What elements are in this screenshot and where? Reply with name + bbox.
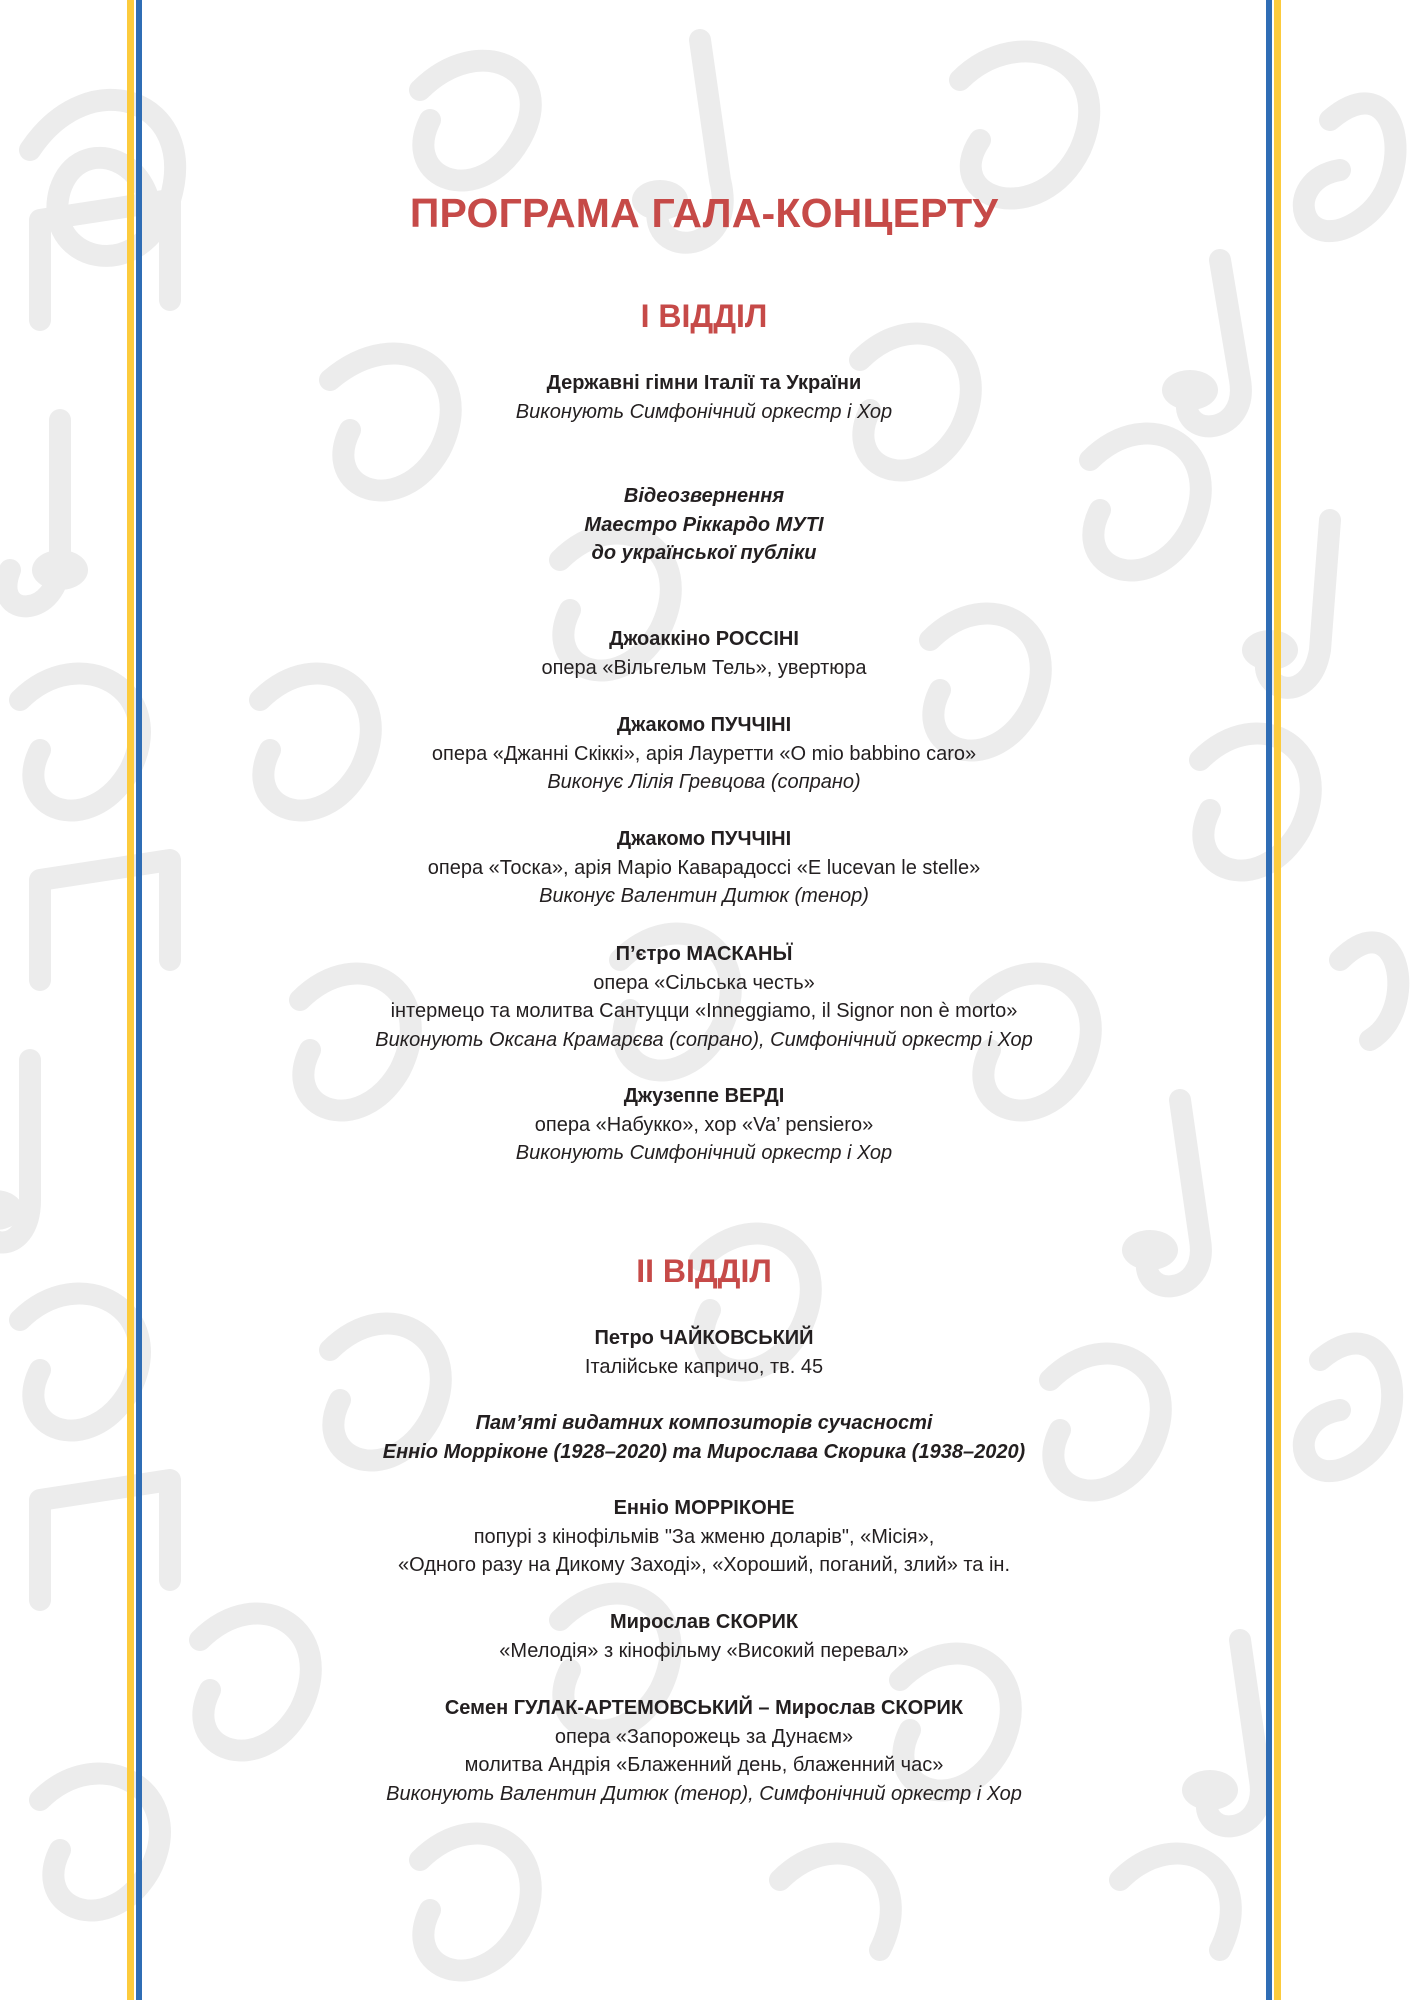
- right-yellow-stripe: [1274, 0, 1281, 2000]
- skoryk-block: [146, 1608, 1262, 1665]
- work-subtitle: молитва Андрія «Блаженний день, блаженний час»: [464, 1754, 944, 1776]
- left-blue-stripe: [136, 0, 142, 2000]
- rossini-block: [146, 625, 1262, 682]
- composer-name: Петро ЧАЙКОВСЬКИЙ: [594, 1327, 814, 1349]
- work-title: попурі з кінофільмів "За жменю доларів", «Місія»,: [473, 1525, 935, 1548]
- performers: Виконує Лілія Гревцова (сопрано): [547, 771, 861, 793]
- work-title: Італійське капричо, тв. 45: [584, 1355, 824, 1378]
- left-yellow-stripe: [127, 0, 134, 2000]
- puccini-schicchi-block: [146, 711, 1262, 797]
- anthems-title: Державні гімни Італії та України: [546, 372, 862, 394]
- composer-name: Джакомо ПУЧЧІНІ: [616, 714, 792, 736]
- page-title: ПРОГРАМА ГАЛА-КОНЦЕРТУ: [409, 190, 999, 236]
- composer-name: Мирослав СКОРИК: [609, 1611, 799, 1633]
- performers: Виконують Симфонічний оркестр і Хор: [515, 1142, 893, 1164]
- performers: Виконують Оксана Крамарєва (сопрано), Симфонічний оркестр і Хор: [375, 1028, 1033, 1051]
- work-title: опера «Набукко», хор «Va’ pensiero»: [534, 1113, 874, 1136]
- performers: Виконують Валентин Дитюк (тенор), Симфонічний оркестр і Хор: [386, 1782, 1022, 1805]
- work-title: опера «Запорожець за Дунаєм»: [554, 1725, 854, 1748]
- work-title: опера «Джанні Скіккі», арія Лауретти «O mio babbino caro»: [431, 742, 977, 765]
- work-title: опера «Тоска», арія Маріо Каварадоссі «E lucevan le stelle»: [427, 856, 981, 879]
- verdi-block: [146, 1082, 1262, 1168]
- work-subtitle: інтермецо та молитва Сантуцци «Inneggiamo, il Signor non è morto»: [390, 1000, 1018, 1022]
- gulak-skoryk-block: [146, 1694, 1262, 1808]
- anthems-block: [146, 369, 1262, 426]
- work-title: «Мелодія» з кінофільму «Високий перевал»: [499, 1639, 909, 1662]
- work-title: опера «Сільська честь»: [593, 971, 815, 994]
- composer-name: Джоаккіно РОССІНІ: [609, 628, 799, 650]
- program-sheet: [146, 0, 1262, 2000]
- memorial-block: [146, 1409, 1262, 1466]
- part-1-heading: І ВІДДІЛ: [640, 298, 768, 334]
- memorial-line-1: Пам’яті видатних композиторів сучасності: [475, 1412, 933, 1434]
- video-address-block: [146, 482, 1262, 568]
- video-address-line-1: Відеозвернення: [623, 485, 785, 507]
- performers: Виконує Валентин Дитюк (тенор): [539, 885, 869, 907]
- video-address-line-3: до української публіки: [591, 542, 817, 564]
- tchaikovsky-block: [146, 1324, 1262, 1381]
- composer-name: Джакомо ПУЧЧІНІ: [616, 828, 792, 850]
- composer-name: П’єтро МАСКАНЬЇ: [615, 943, 793, 965]
- composer-name: Джузеппе ВЕРДІ: [623, 1085, 785, 1107]
- mascagni-block: [146, 940, 1262, 1054]
- puccini-tosca-block: [146, 825, 1262, 911]
- composer-name: Енніо МОРРІКОНЕ: [613, 1497, 795, 1519]
- right-blue-stripe: [1266, 0, 1272, 2000]
- part-2-heading: ІІ ВІДДІЛ: [636, 1253, 772, 1289]
- memorial-line-2: Енніо Морріконе (1928–2020) та Мирослава Скорика (1938–2020): [382, 1440, 1026, 1463]
- composer-name: Семен ГУЛАК-АРТЕМОВСЬКИЙ – Мирослав СКОРИК: [444, 1697, 964, 1719]
- video-address-line-2: Маестро Ріккардо МУТІ: [584, 513, 824, 536]
- work-subtitle: «Одного разу на Дикому Заході», «Хороший, поганий, злий» та ін.: [397, 1554, 1011, 1576]
- anthems-performers: Виконують Симфонічний оркестр і Хор: [515, 400, 893, 423]
- morricone-block: [146, 1494, 1262, 1580]
- work-title: опера «Вільгельм Тель», увертюра: [541, 656, 867, 679]
